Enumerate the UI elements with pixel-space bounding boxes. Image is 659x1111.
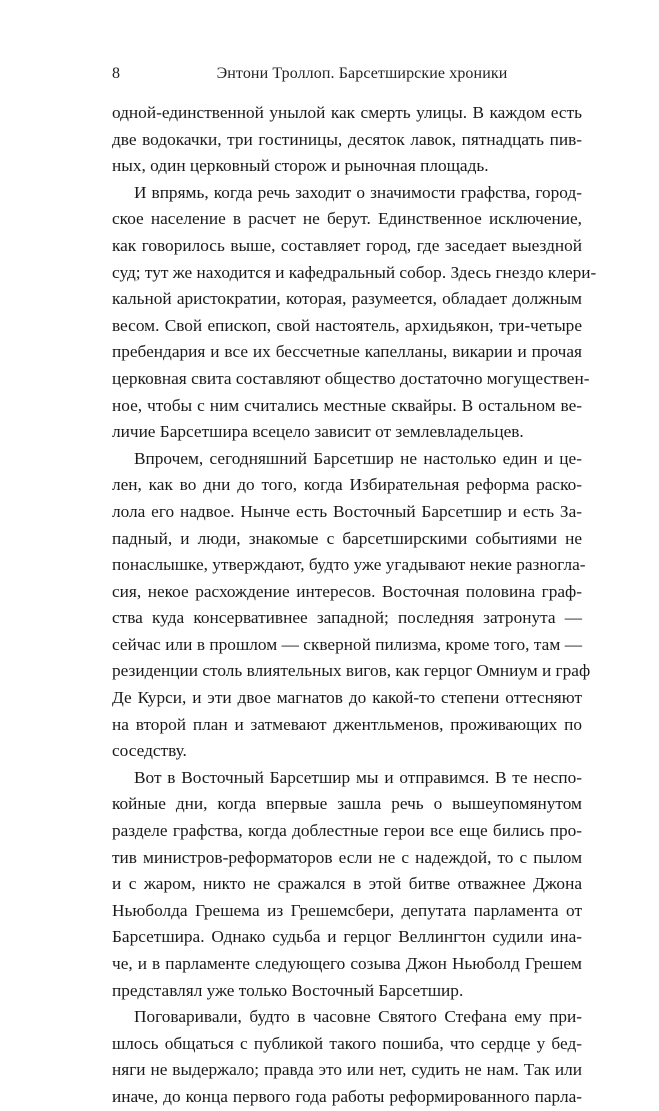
text-line: весом. Свой епископ, свой настоятель, архидьякон, три-четыре	[112, 315, 582, 335]
text-line: ское население в расчет не берут. Единственное исключение,	[112, 209, 582, 229]
text-line: тив министров-реформаторов если не с надеждой, то с пылом	[112, 847, 582, 867]
text-line: сия, некое расхождение интересов. Восточная половина граф-	[112, 581, 582, 601]
text-line: резиденции столь влиятельных вигов, как герцог Омниум и граф	[112, 661, 591, 681]
paragraph	[112, 446, 591, 765]
body-text	[112, 100, 597, 1111]
text-line: Впрочем, сегодняшний Барсетшир не настолько един и це-	[134, 448, 582, 468]
text-line: И впрямь, когда речь заходит о значимости графства, город-	[134, 182, 582, 202]
paragraph	[112, 1004, 582, 1110]
page-number: 8	[112, 65, 120, 82]
text-line: на второй план и затмевают джентльменов, проживающих по	[112, 714, 582, 734]
text-line: и с жаром, никто не сражался в этой битве отважнее Джона	[112, 874, 582, 894]
running-head	[112, 62, 582, 86]
text-line: ства куда консервативнее западной; последняя затронута —	[112, 608, 582, 628]
text-line: понаслышке, утверждают, будто уже угадывают некие разногла-	[112, 555, 586, 575]
text-line: Поговаривали, будто в часовне Святого Стефана ему при-	[134, 1007, 582, 1027]
text-line: личие Барсетшира всецело зависит от землевладельцев.	[112, 422, 524, 442]
text-line: Барсетшира. Однако судьба и герцог Веллингтон судили ина-	[112, 927, 582, 947]
text-line: падный, и люди, знакомые с барсетширскими событиями не	[112, 528, 582, 548]
text-line: Де Курси, и эти двое магнатов до какой-то степени оттесняют	[112, 688, 582, 708]
text-line: лола его надвое. Нынче есть Восточный Барсетшир и есть За-	[112, 501, 582, 521]
text-line: иначе, до конца первого года работы реформированного парла-	[112, 1086, 582, 1106]
text-line: соседству.	[112, 741, 187, 761]
text-line: Ньюболда Грешема из Грешемсбери, депутата парламента от	[112, 900, 582, 920]
text-line: лен, как во дни до того, когда Избирательная реформа раско-	[112, 475, 582, 495]
paragraph	[112, 180, 597, 446]
text-line: суд; тут же находится и кафедральный собор. Здесь гнездо клери-	[112, 262, 597, 282]
text-line: представлял уже только Восточный Барсетшир.	[112, 980, 464, 1000]
text-line: че, и в парламенте следующего созыва Джон Ньюболд Грешем	[112, 954, 582, 973]
text-line: кальной аристократии, которая, разумеется, обладает должным	[112, 289, 582, 309]
text-line: Вот в Восточный Барсетшир мы и отправимся. В те неспо-	[134, 767, 582, 787]
text-line: как говорилось выше, составляет город, где заседает выездной	[112, 235, 582, 255]
text-line: церковная свита составляют общество достаточно могуществен-	[112, 368, 590, 388]
text-line: койные дни, когда впервые зашла речь о вышеупомянутом	[112, 794, 582, 814]
text-line: шлось общаться с публикой такого пошиба, что сердце у бед-	[112, 1033, 582, 1053]
text-line: няги не выдержало; правда это или нет, судить не нам. Так или	[112, 1060, 582, 1080]
text-line: одной-единственной унылой как смерть улицы. В каждом есть	[112, 103, 582, 122]
paragraph	[112, 100, 582, 180]
text-line: сейчас или в прошлом — скверной пилизма, кроме того, там —	[112, 634, 582, 654]
paragraph	[112, 765, 582, 1004]
text-line: разделе графства, когда доблестные герои все еще бились про-	[112, 821, 582, 841]
text-line: ных, один церковный сторож и рыночная площадь.	[112, 156, 489, 176]
text-line: две водокачки, три гостиницы, десяток лавок, пятнадцать пив-	[112, 129, 582, 149]
text-line: ное, чтобы с ним считались местные сквайры. В остальном ве-	[112, 395, 582, 415]
text-line: пребендария и все их бессчетные капелланы, викарии и прочая	[112, 342, 582, 362]
running-title: Энтони Троллоп. Барсетширские хроники	[216, 65, 508, 82]
